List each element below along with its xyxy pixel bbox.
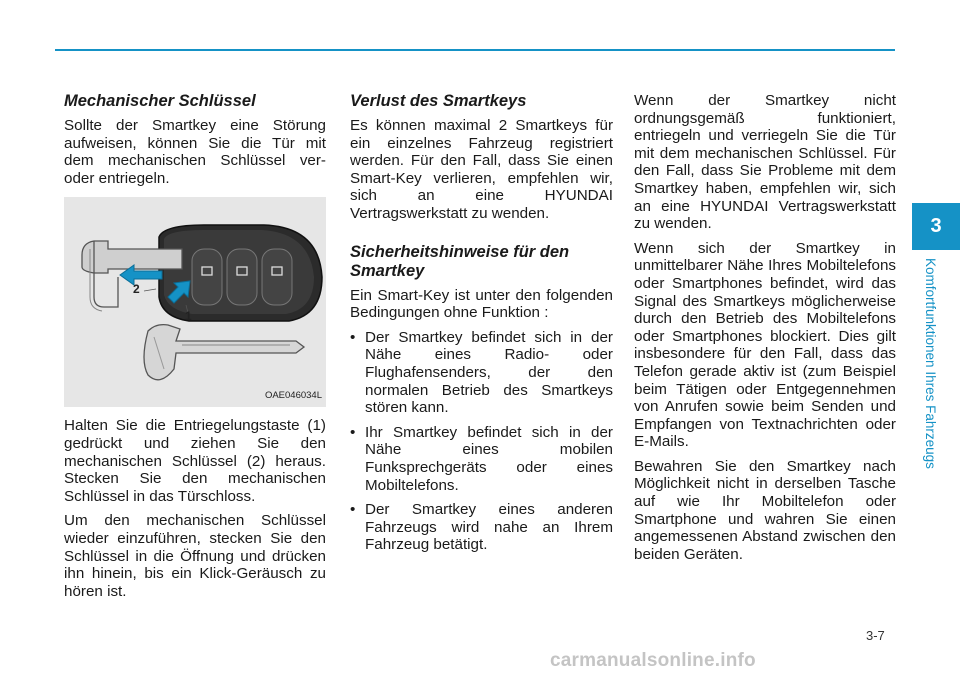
column-3 <box>634 92 896 570</box>
section-heading-mechanical-key: Mechanischer Schlüssel <box>64 92 256 110</box>
paragraph: Halten Sie die Entriegelungstaste (1) gedrückt und ziehen Sie den mechanischen Schlüssel (2) heraus. Stecken Sie den mechanischen Schlüssel in das Türschloss. <box>64 417 326 505</box>
section-heading-safety-notes: Sicherheitshinweise für den Smartkey <box>350 242 570 280</box>
paragraph: Es können maximal 2 Smartkeys für ein einzelnes Fahrzeug registriert werden. Für den Fall, dass Sie einen Smart-Key verlieren, empfehlen wir, sich an eine HYUNDAI Vertragswerkstatt zu wenden. <box>350 117 613 222</box>
smartkey-figure <box>64 197 326 407</box>
paragraph: Wenn sich der Smartkey in unmittelbarer Nähe Ihres Mobiltelefons oder Smartphones befindet, wird das Signal des Smartkeys möglicherweise durch den Betrieb des Mobiltelefons oder Smartphones blockiert. Dies gilt insbesondere für den Fall, dass das Telefon gerade aktiv ist (zum Beispiel beim Tätigen oder Entgegennehmen von Anrufen sowie beim Senden und Empfangen von Textnachrichten oder E-Mails. <box>634 239 896 451</box>
list-item: • Der Smartkey eines anderen Fahrzeugs wird nahe an Ihrem Fahrzeug betätigt. <box>350 501 613 554</box>
chapter-title: Komfortfunktionen Ihres Fahrzeugs <box>923 258 938 469</box>
paragraph: Um den mechanischen Schlüssel wieder einzuführen, stecken Sie den Schlüssel in die Öffnung und drücken ihn hinein, bis ein Klick-Geräusch zu hören ist. <box>64 512 326 600</box>
paragraph: Sollte der Smartkey eine Störung aufweisen, können Sie die Tür mit dem mechanischen Schlüssel ver- oder entriegeln. <box>64 117 326 187</box>
top-rule <box>55 49 895 51</box>
paragraph: Bewahren Sie den Smartkey nach Möglichkeit nicht in derselben Tasche auf wie Ihr Mobiltelefon oder Smartphone und wahren Sie einen angemessenen Abstand zwischen den beiden Geräten. <box>634 457 896 563</box>
column-1 <box>64 92 326 607</box>
paragraph: Ein Smart-Key ist unter den folgenden Bedingungen ohne Funktion : <box>350 286 613 322</box>
smartkey-illustration <box>64 197 326 407</box>
chapter-tab: 3 <box>912 203 960 250</box>
paragraph: Wenn der Smartkey nicht ordnungsgemäß funktioniert, entriegeln und verriegeln Sie die Tür mit dem mechanischen Schlüssel. Für den Fall, dass Sie Probleme mit dem Smartkey haben, empfehlen wir, sich an eine HYUNDAI Vertragswerkstatt zu wenden. <box>634 92 896 233</box>
watermark: carmanualsonline.info <box>550 650 756 671</box>
list-item: • Ihr Smartkey befindet sich in der Nähe eines mobilen Funksprechgeräts oder eines Mobiltelefons. <box>350 424 613 494</box>
bullet-list <box>350 329 613 554</box>
figure-code: OAE046034L <box>264 389 322 401</box>
page-number: 3-7 <box>866 628 885 643</box>
section-heading-lost-smartkey: Verlust des Smartkeys <box>350 92 527 110</box>
callout-2: 2 <box>133 282 140 297</box>
column-2 <box>350 92 613 561</box>
callout-1: 1 <box>185 309 192 324</box>
list-item: • Der Smartkey befindet sich in der Nähe eines Radio- oder Flughafensenders, der den normalen Betrieb des Smartkeys stören kann. <box>350 329 613 417</box>
